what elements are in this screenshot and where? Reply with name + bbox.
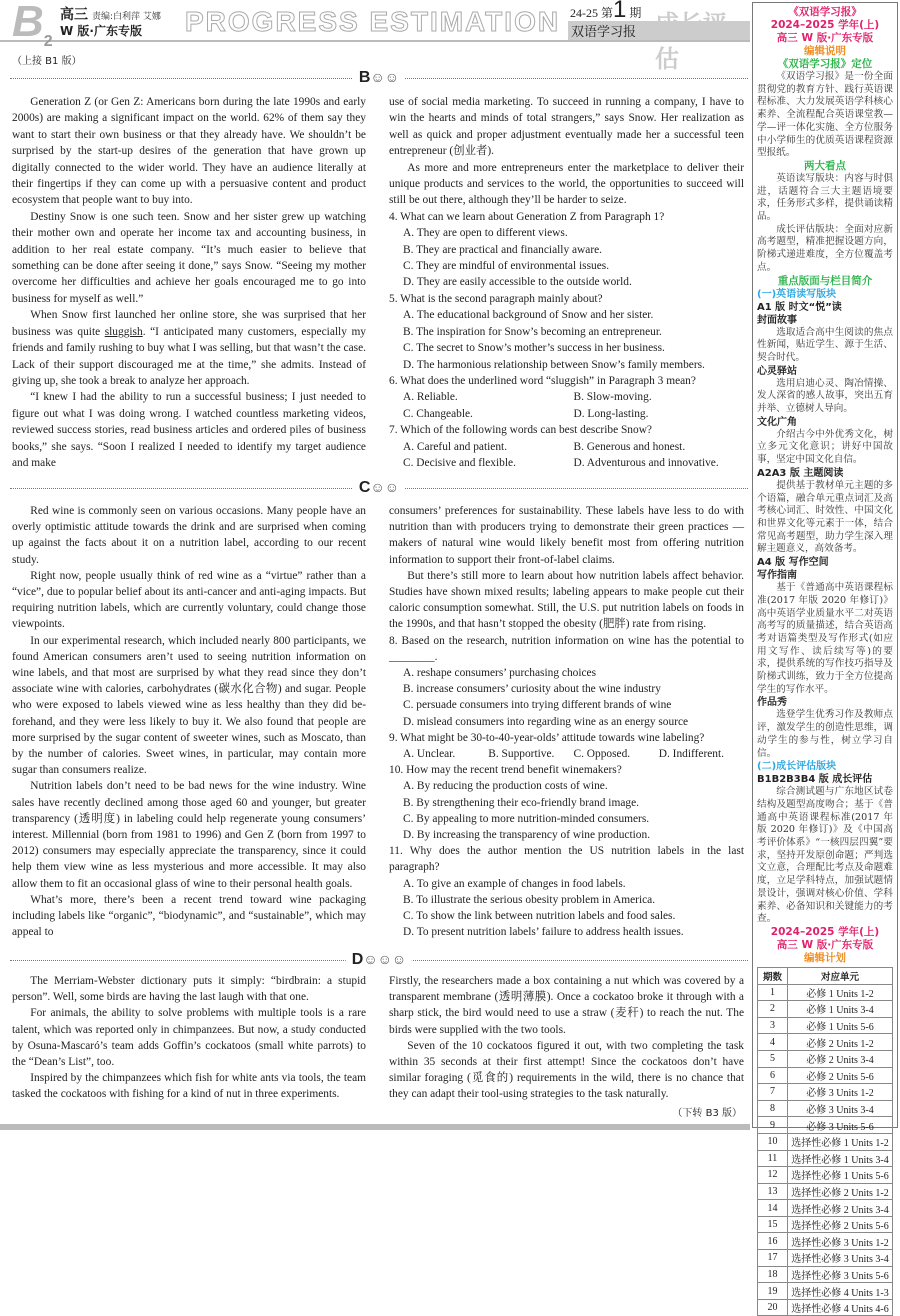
schedule-table [757,967,893,1316]
table-cell: 必修 3 Units 1-2 [788,1084,893,1101]
table-row [758,1299,893,1316]
section-letter: B [358,69,371,86]
paragraph [389,160,744,209]
paragraph-text: For animals, the ability to solve problems with multiple tools is a rare talent, which was reported only in chimpanzees. But now, a study conducted by Osuna-Mascaró’s team adds Goffin’s cockatoos (small white parrots) to the “Dean’s List”, too. [12,1007,366,1069]
column-right [389,503,744,940]
question-stem: 10. How may the recent trend benefit winemakers? [389,764,622,777]
sidebar-red-text: 《双语学习报》 [788,6,862,18]
answer-option[interactable]: A. Careful and patient. [403,440,508,453]
table-cell: 1 [758,984,788,1001]
column-left [12,94,366,471]
question [389,730,744,762]
section-letter: D [351,951,364,968]
answer-option[interactable]: D. Long-lasting. [573,407,649,420]
paragraph [12,307,366,389]
table-cell: 3 [758,1017,788,1034]
table-cell: 选择性必修 4 Units 1-3 [788,1283,893,1300]
table-row [758,1050,893,1067]
issue-suffix: 期 [629,6,642,20]
table-row [758,1233,893,1250]
paragraph [12,973,366,1005]
answer-option[interactable]: A. Unclear. [403,748,456,761]
paragraph-text: . “I anticipated many customers, especially my friends and family rushing to buy what I was selling, but that wasn’t the case. Lack of their support discouraged me at the time,” she admits. Instead of giving up, she took a break to analyze her approach. [12,325,366,387]
table-cell: 12 [758,1167,788,1184]
sidebar-body-text: 英语读写版块：内容与时俱进，话题符合三大主题语境要求，任务形式多样，提供诵读精品。 [757,172,893,223]
table-cell: 20 [758,1299,788,1316]
paragraph-text: But there’s still more to learn about how nutrition labels affect behavior. Studies have shown mixed results; labeling appears to make people cut their caloric consumption somewhat. Still, the U.S. put nutrition labels on foods in the 1990s, and that hasn’t stopped the obesity (肥胖) rate from rising. [389,569,744,631]
table-cell: 14 [758,1200,788,1217]
table-header-row [758,967,893,984]
table-row [758,1017,893,1034]
page-sub: 2 [43,32,53,50]
paragraph [12,503,366,568]
sidebar-bold-text: 封面故事 [757,314,797,326]
answer-option[interactable]: B. To illustrate the serious obesity problem in America. [403,893,656,906]
edition: W 版·广东专版 [60,24,142,38]
paragraph [389,973,744,1038]
answer-option[interactable]: A. reshape consumers’ purchasing choices [403,667,597,680]
bottom-bar [0,1124,750,1130]
answer-option[interactable]: A. To give an example of changes in food labels. [403,877,626,890]
table-cell: 选择性必修 3 Units 3-4 [788,1250,893,1267]
question [389,291,744,373]
paragraph-text: Nutrition labels don’t need to be bad news for the wine industry. Wine sales have recently declined among those aged 60 and younger, but greater transparency (透明度) in labeling could help regenerate young consumers’ interest. Millennial (born from 1981 to 1996) and Gen Z (born from 1997 to 2012) consumers may especially appreciate the transparency, since it could help them view wine as less mysterious and more accessible. It may also allow them to fit an occasional glass of wine to their personal health goals. [12,780,366,890]
answer-options [389,225,744,291]
question [389,373,744,422]
section-divider [10,479,748,496]
table-row [758,1200,893,1217]
section-letter: C [358,479,371,496]
answer-option[interactable]: A. The educational background of Snow and her sister. [403,309,654,322]
table-cell: 6 [758,1067,788,1084]
table-cell: 9 [758,1117,788,1134]
paragraph [12,1070,366,1102]
answer-option[interactable]: B. They are practical and financially aware. [403,243,603,256]
sidebar-orange-text: 编辑说明 [804,45,846,57]
sidebar-blue-text: (一)英语读写版块 [757,288,837,300]
section-label [346,951,412,969]
table-cell: 7 [758,1084,788,1101]
table-row [758,1150,893,1167]
paragraph-text: “I knew I had the ability to run a successful business; I just needed to figure out what I was doing wrong. I watched countless marketing videos, reviewed success stories, read business articles and ordered piles of business books,” she says. “Soon I realized I needed to identify my target audience and make [12,391,366,469]
table-cell: 16 [758,1233,788,1250]
table-cell: 选择性必修 4 Units 4-6 [788,1299,893,1316]
answer-option[interactable]: A. By reducing the production costs of wine. [403,780,608,793]
table-row [758,984,893,1001]
question-stem: 5. What is the second paragraph mainly about? [389,292,603,305]
paragraph-text: Inspired by the chimpanzees which fish for white ants via tools, the team tasked the cockatoos with fishing for a kind of nut in three experiments. [12,1072,366,1101]
table-cell: 选择性必修 1 Units 3-4 [788,1150,893,1167]
sidebar-bold-text: A2A3 版 主题阅读 [757,467,844,479]
table-cell: 10 [758,1133,788,1150]
sidebar-bold-text: 写作指南 [757,570,797,582]
sidebar-body-text: 选登学生优秀习作及教师点评，激发学生的创造性思维，调动学生的参与性，树立学习自信。 [757,709,893,759]
section-label [353,479,405,497]
answer-options [389,439,744,472]
column-header: 期数 [758,967,788,984]
paragraph-text: Red wine is commonly seen on various occasions. Many people have an overly optimistic attitude towards the drink and are surprised when coming up against the facts about it on a nutrition label, according to our recent study. [12,505,366,566]
paragraph [12,892,366,941]
answer-option[interactable]: C. By appealing to more nutrition-minded consumers. [403,812,650,825]
table-cell: 选择性必修 3 Units 1-2 [788,1233,893,1250]
answer-option[interactable]: B. The inspiration for Snow’s becoming an entrepreneur. [403,325,662,338]
question-stem: 8. Based on the research, nutrition information on wine has the potential to ________. [389,634,744,663]
table-row [758,1117,893,1134]
column-header: 对应单元 [788,967,893,984]
sidebar-body-text: 《双语学习报》是一份全面贯彻党的教育方针、践行英语课程标准、大力发展英语学科核心素养、全流程配合英语课堂教—学—评一体化实施、全方位服务中小学师生的优质英语课程资源型报纸。 [757,71,893,159]
answer-option[interactable]: D. The harmonious relationship between Snow’s family members. [403,358,705,371]
sidebar-body-text: 选取适合高中生阅读的焦点性新闻，贴近学生、源于生活、契合时代。 [757,326,893,363]
table-cell: 必修 3 Units 3-4 [788,1100,893,1117]
sidebar-green-text: 重点版面与栏目简介 [777,274,873,287]
table-row [758,1100,893,1117]
column-right [389,94,744,471]
smiley-icon: ☺☺☺ [363,951,407,967]
underlined-word: sluggish [104,325,143,338]
answer-option[interactable]: C. persuade consumers into trying different brands of wine [403,699,672,712]
question [389,209,744,291]
sidebar-bold-text: 作品秀 [757,697,787,709]
table-row [758,1216,893,1233]
table-cell: 选择性必修 1 Units 1-2 [788,1133,893,1150]
paragraph-text: As more and more entrepreneurs enter the marketplace to deliver their unique products and services to the world, the opportunities to succeed will still be out there, although they’ll be harder to seize. [389,161,744,207]
sidebar-bold-text: A1 版 时文“悦”读 [757,301,842,313]
paragraph-text: In our experimental research, which included nearly 800 participants, we found American consumers aren’t used to seeing nutrition information on wine labels, and that most are surprised by what they read since they don’t associate wine with calories, carbohydrates (碳水化合物) and sugar. People who were exposed to labels viewed wine as less healthy than they did be-forehand, and they were less likely to buy it. We also found that people are more surprised by the sugar content of sweeter wines, such as Moscato, than by the number of calories. Sweet wines, in particular, may contain more sugar than consumers realize. [12,634,366,777]
answer-options [389,665,744,730]
answer-option[interactable]: D. To present nutrition labels’ failure to address health issues. [403,926,684,939]
sidebar-body-text: 选用启迪心灵、陶冶情操、发人深省的感人故事，突出五育并举、立德树人导向。 [757,377,893,415]
table-cell: 选择性必修 2 Units 5-6 [788,1216,893,1233]
smiley-icon: ☺☺ [370,69,400,85]
column-left [12,973,366,1103]
answer-option[interactable]: C. The secret to Snow’s mother’s success in her business. [403,342,665,355]
paragraph [389,1038,744,1103]
answer-options [389,746,744,762]
section-title: 成长评估 [655,10,727,73]
continued-to: （下转 B3 版） [672,1108,742,1119]
column-right [389,973,744,1103]
answer-option[interactable]: C. Changeable. [403,407,473,420]
table-cell: 必修 2 Units 3-4 [788,1050,893,1067]
sidebar-body-text: 成长评估版块：全面对应新高考题型，精准把握设题方向，阶梯式递进难度，全方位覆盖考点。 [757,223,893,273]
continued-from: （上接 B1 版） [12,56,82,67]
table-cell: 19 [758,1283,788,1300]
answer-option[interactable]: B. Supportive. [488,748,555,761]
issue-prefix: 24-25 第 [570,6,613,20]
table-cell: 2 [758,1001,788,1018]
answer-options [389,876,744,941]
table-cell: 选择性必修 1 Units 5-6 [788,1167,893,1184]
sidebar-bold-text: B1B2B3B4 版 成长评估 [757,774,873,786]
sidebar-red-text: 2024–2025 学年(上) [770,19,880,31]
answer-options [389,307,744,373]
table-row [758,1034,893,1051]
question [389,422,744,471]
grade-label [60,4,161,24]
answer-option[interactable]: C. They are mindful of environmental issues. [403,260,610,273]
table-cell: 必修 3 Units 5-6 [788,1117,893,1134]
table-row [758,1283,893,1300]
table-cell: 17 [758,1250,788,1267]
answer-options [389,778,744,843]
table-cell: 13 [758,1183,788,1200]
paragraph-text: Destiny Snow is one such teen. Snow and her sister grew up watching their mother own and operate her income tax and accounting business, in addition to her real estate company. “It’s much easier to believe that something can be done after seeing it done,” says Snow. “Seeing my mother overcome her difficulties and achieve her goals encouraged me to go into business for myself as well.” [12,210,366,305]
paragraph [389,503,744,568]
sidebar-red-text: 高三 W 版·广东专版 [776,32,874,44]
answer-option[interactable]: C. Decisive and flexible. [403,456,516,469]
answer-option[interactable]: D. By increasing the transparency of wine production. [403,829,651,842]
answer-option[interactable]: A. Reliable. [403,391,458,404]
sidebar-green-text: 两大看点 [804,159,846,172]
paragraph [389,568,744,633]
question-stem: 7. Which of the following words can best describe Snow? [389,424,652,437]
answer-option[interactable]: D. Adventurous and innovative. [573,456,719,469]
sidebar-body-text: 介绍古今中外优秀文化，树立多元文化意识；讲好中国故事，坚定中国文化自信。 [757,428,893,466]
table-cell: 选择性必修 3 Units 5-6 [788,1266,893,1283]
answer-option[interactable]: B. By strengthening their eco-friendly brand image. [403,796,639,809]
table-cell: 必修 1 Units 5-6 [788,1017,893,1034]
sidebar-bold-text: 心灵驿站 [757,365,797,377]
question-stem: 6. What does the underlined word “sluggish” in Paragraph 3 mean? [389,374,696,387]
table-cell: 15 [758,1216,788,1233]
smiley-icon: ☺☺ [370,479,400,495]
sidebar-body-text: 综合测试题与广东地区试卷结构及题型高度吻合；基于《普通高中英语课程标准(2017 年版 2020 年修订)》及《中国高考评价体系》“一核四层四翼”要求，坚持开发原创命题；严判选文立意，合理配比考点及命题难度，立足学科特点，加强试题情景设计，强调对核心价值、学科素养、必备知识和关键能力的考查。 [757,786,893,925]
paragraph-text: Generation Z (or Gen Z: Americans born during the late 1990s and early 2000s) are making a significant impact on the world. 62% of them say they want to start their own business or that they already have. We shouldn’t be surprised by the start-up desires of the generation that have grown up digitally connected to the wider world. They have an audience literally at their fingertips if they can come up with a persuasive content and product ecosystem that people want to buy into. [12,96,366,207]
question-stem: 11. Why does the author mention the US nutrition labels in the last paragraph? [389,845,744,874]
sidebar-red-text: 高三 W 版·广东专版 [776,938,874,951]
answer-option[interactable]: D. Indifferent. [658,748,725,761]
sidebar-body-text: 提供基于教材单元主题的多个语篇，融合单元重点词汇及高考核心词汇、时效性、中国文化和世界文化等元素于一体，结合常见高考题型，助力学生深入理解主题意义，高效备考。 [757,479,893,555]
section-label [353,69,405,87]
answer-option[interactable]: C. To show the link between nutrition labels and food sales. [403,910,676,923]
answer-option[interactable]: C. Opposed. [573,748,631,761]
answer-option[interactable]: B. Slow-moving. [573,391,652,404]
answer-option[interactable]: B. increase consumers’ curiosity about the wine industry [403,683,661,696]
question [389,633,744,730]
issue-no: 1 [613,0,627,23]
answer-option[interactable]: D. mislead consumers into regarding wine as an energy source [403,715,689,728]
paragraph [12,209,366,307]
paragraph-text: Firstly, the researchers made a box containing a nut which was covered by a transparent membrane (透明薄膜). Once a cockatoo broke it through with a sharp stick, the bird would need to use a straw (麦秆) to reach the nut. The birds were supplied with the two tools. [389,975,744,1036]
question [389,762,744,843]
table-row [758,1067,893,1084]
paper-name: 双语学习报 [568,21,750,40]
table-row [758,1133,893,1150]
table-cell: 必修 2 Units 1-2 [788,1034,893,1051]
paragraph [12,1005,366,1070]
grade: 高三 [60,7,88,23]
table-cell: 4 [758,1034,788,1051]
table-row [758,1084,893,1101]
table-row [758,1167,893,1184]
answer-options [389,389,744,422]
question-stem: 4. What can we learn about Generation Z from Paragraph 1? [389,210,665,223]
paragraph [12,389,366,471]
table-row [758,1001,893,1018]
sidebar-green-text: 《双语学习报》定位 [777,58,873,70]
table-row [758,1266,893,1283]
column-left [12,503,366,940]
sidebar-body-text: 基于《普通高中英语课程标准(2017 年版 2020 年修订)》高中英语学业质量水平二对英语高考写的质量描述，结合英语高考对语篇类型及写作形式(如应用文写作、读后续写等)的要求，提供系统的写作技巧指导及阶梯式训练，致力于全方位提高学生的写作水平。 [757,582,893,695]
paragraph-text: Seven of the 10 cockatoos figured it out, with two completing the task within 35 seconds at their first attempt! Since the cockatoos don’t have similar foraging (觅食的) requirements in the wild, there is no chance that they can adapt their tool-using strategies to the task naturally. [389,1039,744,1101]
sidebar-bold-text: 文化广角 [757,416,797,428]
paragraph-text: When Snow first launched her online store, she was surprised that her business was quite [12,309,366,338]
answer-option[interactable]: B. Generous and honest. [573,440,686,453]
table-row [758,1183,893,1200]
paragraph [12,568,366,633]
sidebar-red-text: 2024–2025 学年(上) [770,925,880,938]
table-cell: 5 [758,1050,788,1067]
banner-title: PROGRESS ESTIMATION [185,6,561,37]
answer-option[interactable]: D. They are easily accessible to the outside world. [403,276,632,289]
table-cell: 选择性必修 2 Units 1-2 [788,1183,893,1200]
paragraph-text: What’s more, there’s been a recent trend toward wine packaging including labels like “organic”, “biodynamic”, and “sustainable”, which may appeal to [12,893,366,939]
paragraph [12,633,366,779]
answer-option[interactable]: A. They are open to different views. [403,227,568,240]
paragraph-text: use of social media marketing. To succeed in running a company, I have to win the hearts and minds of total strangers,” says Snow. Her realization as well as quick and proper adjustment eventually made her a successful teen entrepreneur (创业者). [389,96,744,158]
paragraph [12,778,366,891]
sidebar-bold-text: A4 版 写作空间 [757,557,829,569]
paragraph [12,94,366,209]
table-cell: 18 [758,1266,788,1283]
table-cell: 必修 2 Units 5-6 [788,1067,893,1084]
sidebar-blue-text: (二)成长评估版块 [757,761,837,773]
section-divider [10,951,748,968]
paragraph-text: Right now, people usually think of red wine as a “virtue” rather than a “vice”, due to popular belief about its anti-cancer and anti-aging impacts. But requiring nutrition labels, which are currently voluntary, could change those viewpoints. [12,569,366,631]
editor: 责编:白利萍 艾娜 [92,12,161,22]
paragraph-text: consumers’ preferences for sustainability. These labels have less to do with nutrition than with producers trying to demonstrate their green practices — makers of natural wine would likely benefit most from offering nutrition information to support their front-of-label claims. [389,505,744,566]
sidebar [752,2,898,1316]
table-cell: 必修 1 Units 3-4 [788,1001,893,1018]
question-stem: 9. What might be 30-to-40-year-olds’ attitude towards wine labeling? [389,731,705,744]
table-cell: 8 [758,1100,788,1117]
paragraph-text: The Merriam-Webster dictionary puts it simply: “birdbrain: a stupid person”. Well, some birds are having the last laugh with that one. [12,975,366,1004]
paragraph [389,94,744,160]
issue-number [570,0,642,23]
table-cell: 必修 1 Units 1-2 [788,984,893,1001]
table-cell: 11 [758,1150,788,1167]
table-cell: 选择性必修 2 Units 3-4 [788,1200,893,1217]
page-letter: B [12,0,44,46]
section-divider [10,69,748,86]
question [389,843,744,940]
table-row [758,1250,893,1267]
sidebar-orange-text: 编辑计划 [804,951,846,964]
